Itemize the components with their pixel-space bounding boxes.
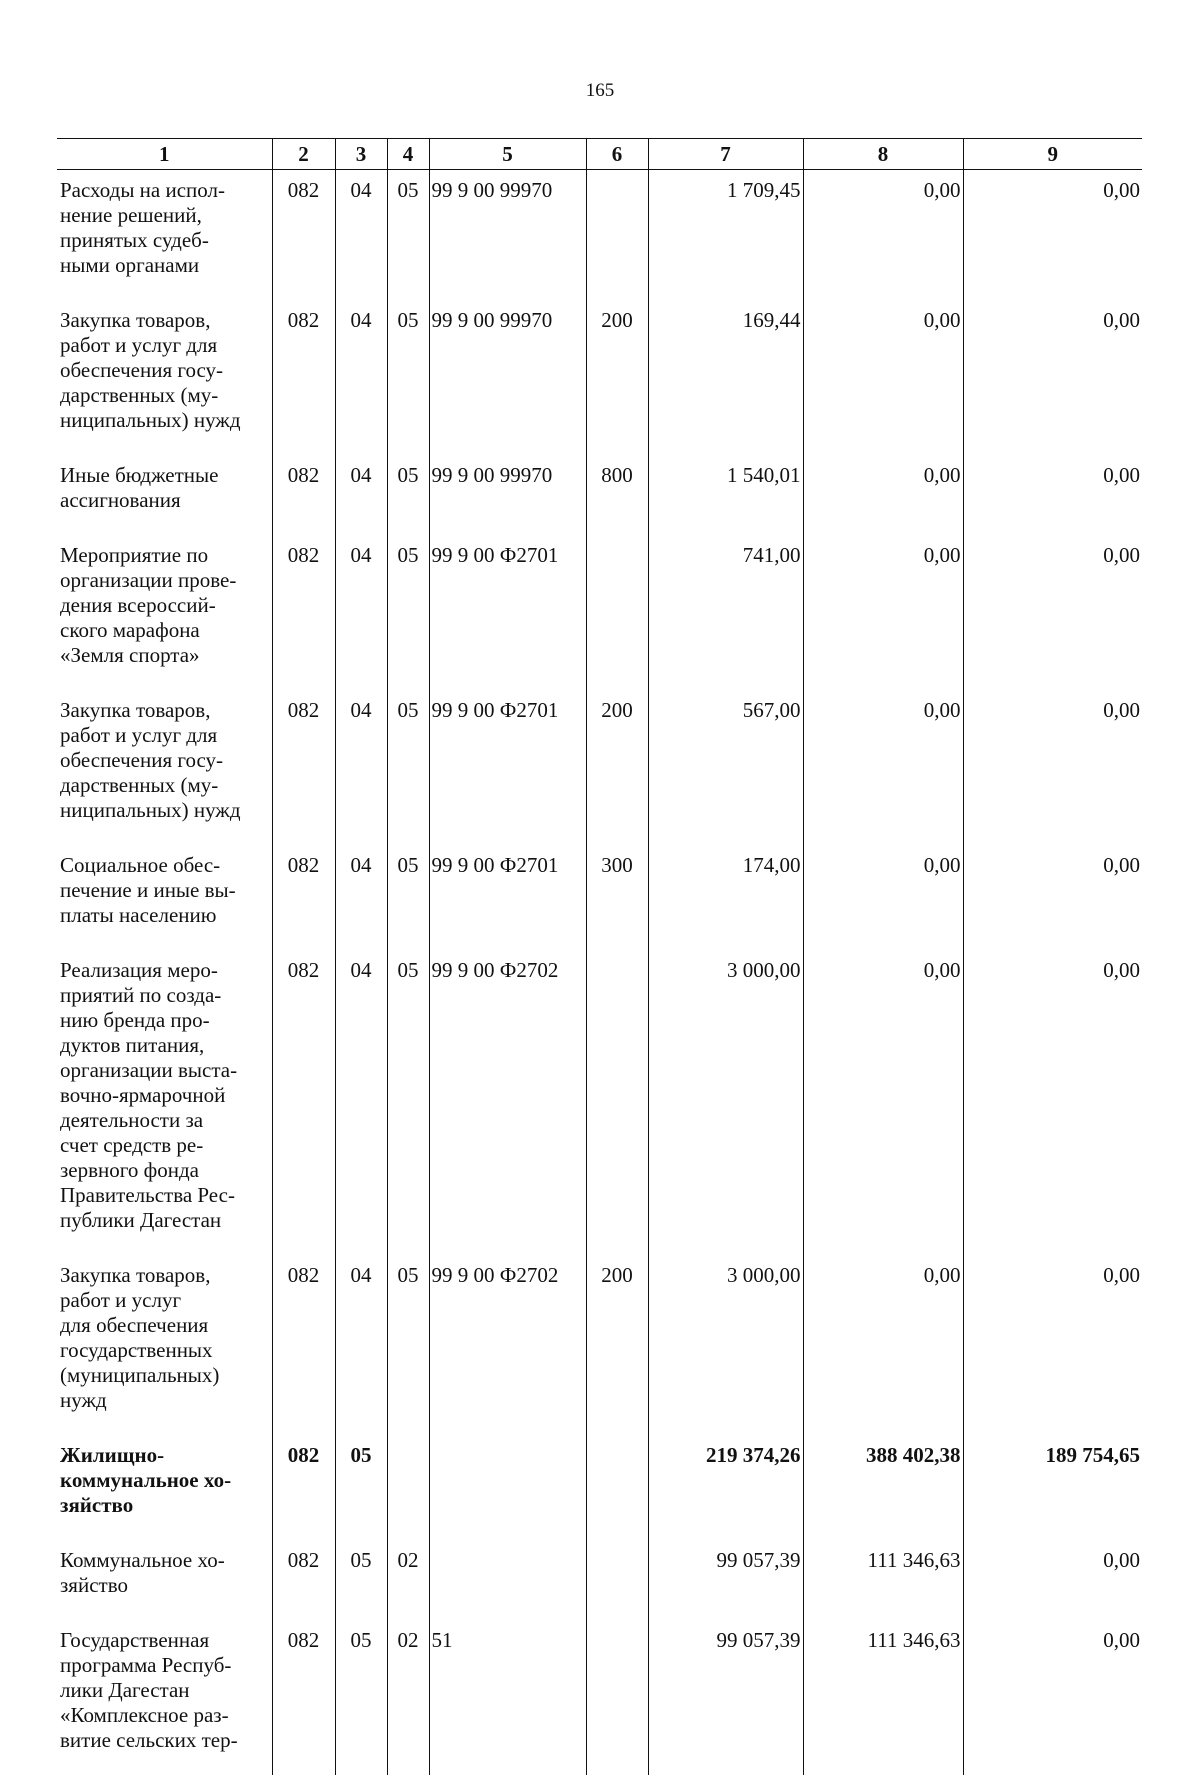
row-name-line: Закупка товаров,: [60, 1263, 268, 1288]
cell-amount-col8: 0,00: [803, 690, 963, 845]
cell-amount-col9: 0,00: [963, 950, 1142, 1255]
table-row: [57, 1435, 1142, 1540]
table-row: [57, 845, 1142, 950]
cell-amount-col8: 0,00: [803, 300, 963, 455]
cell-amount-col8: 0,00: [803, 170, 963, 301]
row-name: [57, 1540, 272, 1620]
cell-target-article: 51: [429, 1620, 586, 1775]
column-header-6: 6: [586, 139, 648, 170]
column-header-3: 3: [335, 139, 387, 170]
cell-section: 04: [335, 1255, 387, 1435]
row-name-line: ского марафона: [60, 618, 268, 643]
cell-admin-code: 082: [272, 455, 335, 535]
row-name-line: ниципальных) нужд: [60, 408, 268, 433]
cell-amount-col9: 0,00: [963, 170, 1142, 301]
cell-target-article: 99 9 00 Ф2701: [429, 535, 586, 690]
row-name-line: Иные бюджетные: [60, 463, 268, 488]
table-row: [57, 1540, 1142, 1620]
column-header-4: 4: [387, 139, 429, 170]
cell-amount-col7: 219 374,26: [648, 1435, 803, 1540]
cell-expense-type: [586, 1435, 648, 1540]
table-row: [57, 170, 1142, 301]
cell-subsection: 05: [387, 690, 429, 845]
cell-amount-col7: 3 000,00: [648, 950, 803, 1255]
cell-subsection: 05: [387, 535, 429, 690]
cell-amount-col7: 741,00: [648, 535, 803, 690]
cell-amount-col9: 0,00: [963, 845, 1142, 950]
budget-table: [57, 138, 1142, 1775]
cell-admin-code: 082: [272, 170, 335, 301]
cell-subsection: 05: [387, 1255, 429, 1435]
cell-admin-code: 082: [272, 690, 335, 845]
cell-section: 04: [335, 455, 387, 535]
cell-amount-col7: 1 709,45: [648, 170, 803, 301]
column-header-1: 1: [57, 139, 272, 170]
row-name: [57, 170, 272, 301]
cell-amount-col8: 0,00: [803, 1255, 963, 1435]
row-name-line: Государственная: [60, 1628, 268, 1653]
cell-expense-type: 200: [586, 690, 648, 845]
row-name-line: Социальное обес-: [60, 853, 268, 878]
cell-amount-col8: 388 402,38: [803, 1435, 963, 1540]
row-name-line: платы населению: [60, 903, 268, 928]
row-name-line: дения всероссий-: [60, 593, 268, 618]
cell-section: 04: [335, 535, 387, 690]
column-header-7: 7: [648, 139, 803, 170]
cell-amount-col9: 0,00: [963, 300, 1142, 455]
cell-expense-type: [586, 1540, 648, 1620]
row-name-line: организации прове-: [60, 568, 268, 593]
row-name-line: коммунальное хо-: [60, 1468, 268, 1493]
cell-target-article: [429, 1435, 586, 1540]
cell-expense-type: [586, 950, 648, 1255]
cell-amount-col9: 0,00: [963, 1540, 1142, 1620]
row-name-line: Жилищно-: [60, 1443, 268, 1468]
cell-amount-col7: 99 057,39: [648, 1620, 803, 1775]
cell-expense-type: 300: [586, 845, 648, 950]
row-name-line: нение решений,: [60, 203, 268, 228]
row-name: [57, 950, 272, 1255]
cell-target-article: 99 9 00 99970: [429, 455, 586, 535]
cell-amount-col7: 169,44: [648, 300, 803, 455]
table-row: [57, 300, 1142, 455]
cell-admin-code: 082: [272, 950, 335, 1255]
cell-admin-code: 082: [272, 1540, 335, 1620]
cell-section: 04: [335, 690, 387, 845]
cell-subsection: 02: [387, 1540, 429, 1620]
table-row: [57, 455, 1142, 535]
row-name: [57, 1255, 272, 1435]
row-name-line: принятых судеб-: [60, 228, 268, 253]
row-name: [57, 1435, 272, 1540]
cell-admin-code: 082: [272, 1620, 335, 1775]
row-name: [57, 300, 272, 455]
cell-section: 04: [335, 170, 387, 301]
row-name-line: Коммунальное хо-: [60, 1548, 268, 1573]
cell-amount-col8: 111 346,63: [803, 1540, 963, 1620]
cell-amount-col7: 99 057,39: [648, 1540, 803, 1620]
cell-subsection: 05: [387, 845, 429, 950]
row-name-line: витие сельских тер-: [60, 1728, 268, 1753]
cell-admin-code: 082: [272, 300, 335, 455]
row-name: [57, 845, 272, 950]
cell-section: 05: [335, 1540, 387, 1620]
cell-target-article: 99 9 00 Ф2701: [429, 845, 586, 950]
row-name-line: для обеспечения: [60, 1313, 268, 1338]
row-name-line: «Комплексное раз-: [60, 1703, 268, 1728]
cell-subsection: 05: [387, 300, 429, 455]
row-name-line: Мероприятие по: [60, 543, 268, 568]
row-name-line: Правительства Рес-: [60, 1183, 268, 1208]
cell-target-article: [429, 1540, 586, 1620]
row-name-line: обеспечения госу-: [60, 748, 268, 773]
row-name-line: Реализация меро-: [60, 958, 268, 983]
row-name-line: вочно-ярмарочной: [60, 1083, 268, 1108]
row-name-line: нию бренда про-: [60, 1008, 268, 1033]
row-name-line: Закупка товаров,: [60, 698, 268, 723]
row-name-line: зяйство: [60, 1493, 268, 1518]
column-header-9: 9: [963, 139, 1142, 170]
table-row: [57, 690, 1142, 845]
cell-section: 05: [335, 1435, 387, 1540]
cell-expense-type: [586, 170, 648, 301]
row-name-line: государственных: [60, 1338, 268, 1363]
cell-expense-type: [586, 535, 648, 690]
row-name-line: зяйство: [60, 1573, 268, 1598]
cell-amount-col7: 1 540,01: [648, 455, 803, 535]
cell-amount-col8: 111 346,63: [803, 1620, 963, 1775]
cell-expense-type: 200: [586, 300, 648, 455]
row-name-line: «Земля спорта»: [60, 643, 268, 668]
row-name-line: Закупка товаров,: [60, 308, 268, 333]
cell-expense-type: 800: [586, 455, 648, 535]
cell-target-article: 99 9 00 Ф2702: [429, 950, 586, 1255]
column-header-5: 5: [429, 139, 586, 170]
row-name-line: дарственных (му-: [60, 773, 268, 798]
cell-subsection: 02: [387, 1620, 429, 1775]
row-name-line: программа Респуб-: [60, 1653, 268, 1678]
page-number: 165: [0, 80, 1200, 102]
cell-amount-col9: 0,00: [963, 535, 1142, 690]
row-name: [57, 1620, 272, 1775]
cell-amount-col9: 0,00: [963, 455, 1142, 535]
row-name-line: приятий по созда-: [60, 983, 268, 1008]
cell-admin-code: 082: [272, 845, 335, 950]
row-name-line: печение и иные вы-: [60, 878, 268, 903]
cell-amount-col9: 0,00: [963, 1255, 1142, 1435]
table-row: [57, 1255, 1142, 1435]
cell-section: 05: [335, 1620, 387, 1775]
row-name-line: (муниципальных): [60, 1363, 268, 1388]
cell-admin-code: 082: [272, 535, 335, 690]
row-name: [57, 690, 272, 845]
table-row: [57, 950, 1142, 1255]
column-header-8: 8: [803, 139, 963, 170]
cell-amount-col7: 3 000,00: [648, 1255, 803, 1435]
row-name-line: дарственных (му-: [60, 383, 268, 408]
cell-amount-col8: 0,00: [803, 950, 963, 1255]
cell-target-article: 99 9 00 Ф2702: [429, 1255, 586, 1435]
cell-target-article: 99 9 00 Ф2701: [429, 690, 586, 845]
cell-subsection: [387, 1435, 429, 1540]
table-row: [57, 1620, 1142, 1775]
cell-target-article: 99 9 00 99970: [429, 170, 586, 301]
row-name-line: работ и услуг для: [60, 333, 268, 358]
cell-amount-col9: 0,00: [963, 1620, 1142, 1775]
table-row: [57, 535, 1142, 690]
cell-section: 04: [335, 845, 387, 950]
row-name-line: обеспечения госу-: [60, 358, 268, 383]
cell-expense-type: 200: [586, 1255, 648, 1435]
cell-admin-code: 082: [272, 1435, 335, 1540]
row-name-line: работ и услуг для: [60, 723, 268, 748]
cell-section: 04: [335, 950, 387, 1255]
row-name-line: деятельности за: [60, 1108, 268, 1133]
row-name: [57, 535, 272, 690]
row-name-line: публики Дагестан: [60, 1208, 268, 1233]
row-name-line: организации выста-: [60, 1058, 268, 1083]
cell-amount-col7: 567,00: [648, 690, 803, 845]
cell-amount-col7: 174,00: [648, 845, 803, 950]
table-body: [57, 170, 1142, 1775]
column-header-2: 2: [272, 139, 335, 170]
cell-amount-col8: 0,00: [803, 535, 963, 690]
cell-amount-col9: 0,00: [963, 690, 1142, 845]
cell-admin-code: 082: [272, 1255, 335, 1435]
cell-target-article: 99 9 00 99970: [429, 300, 586, 455]
cell-subsection: 05: [387, 455, 429, 535]
row-name-line: счет средств ре-: [60, 1133, 268, 1158]
row-name-line: работ и услуг: [60, 1288, 268, 1313]
row-name-line: лики Дагестан: [60, 1678, 268, 1703]
row-name-line: ниципальных) нужд: [60, 798, 268, 823]
row-name-line: ными органами: [60, 253, 268, 278]
row-name: [57, 455, 272, 535]
row-name-line: Расходы на испол-: [60, 178, 268, 203]
cell-expense-type: [586, 1620, 648, 1775]
cell-amount-col8: 0,00: [803, 845, 963, 950]
row-name-line: дуктов питания,: [60, 1033, 268, 1058]
row-name-line: зервного фонда: [60, 1158, 268, 1183]
row-name-line: ассигнования: [60, 488, 268, 513]
cell-section: 04: [335, 300, 387, 455]
table-header-row: [57, 139, 1142, 170]
cell-amount-col9: 189 754,65: [963, 1435, 1142, 1540]
cell-amount-col8: 0,00: [803, 455, 963, 535]
cell-subsection: 05: [387, 950, 429, 1255]
cell-subsection: 05: [387, 170, 429, 301]
row-name-line: нужд: [60, 1388, 268, 1413]
